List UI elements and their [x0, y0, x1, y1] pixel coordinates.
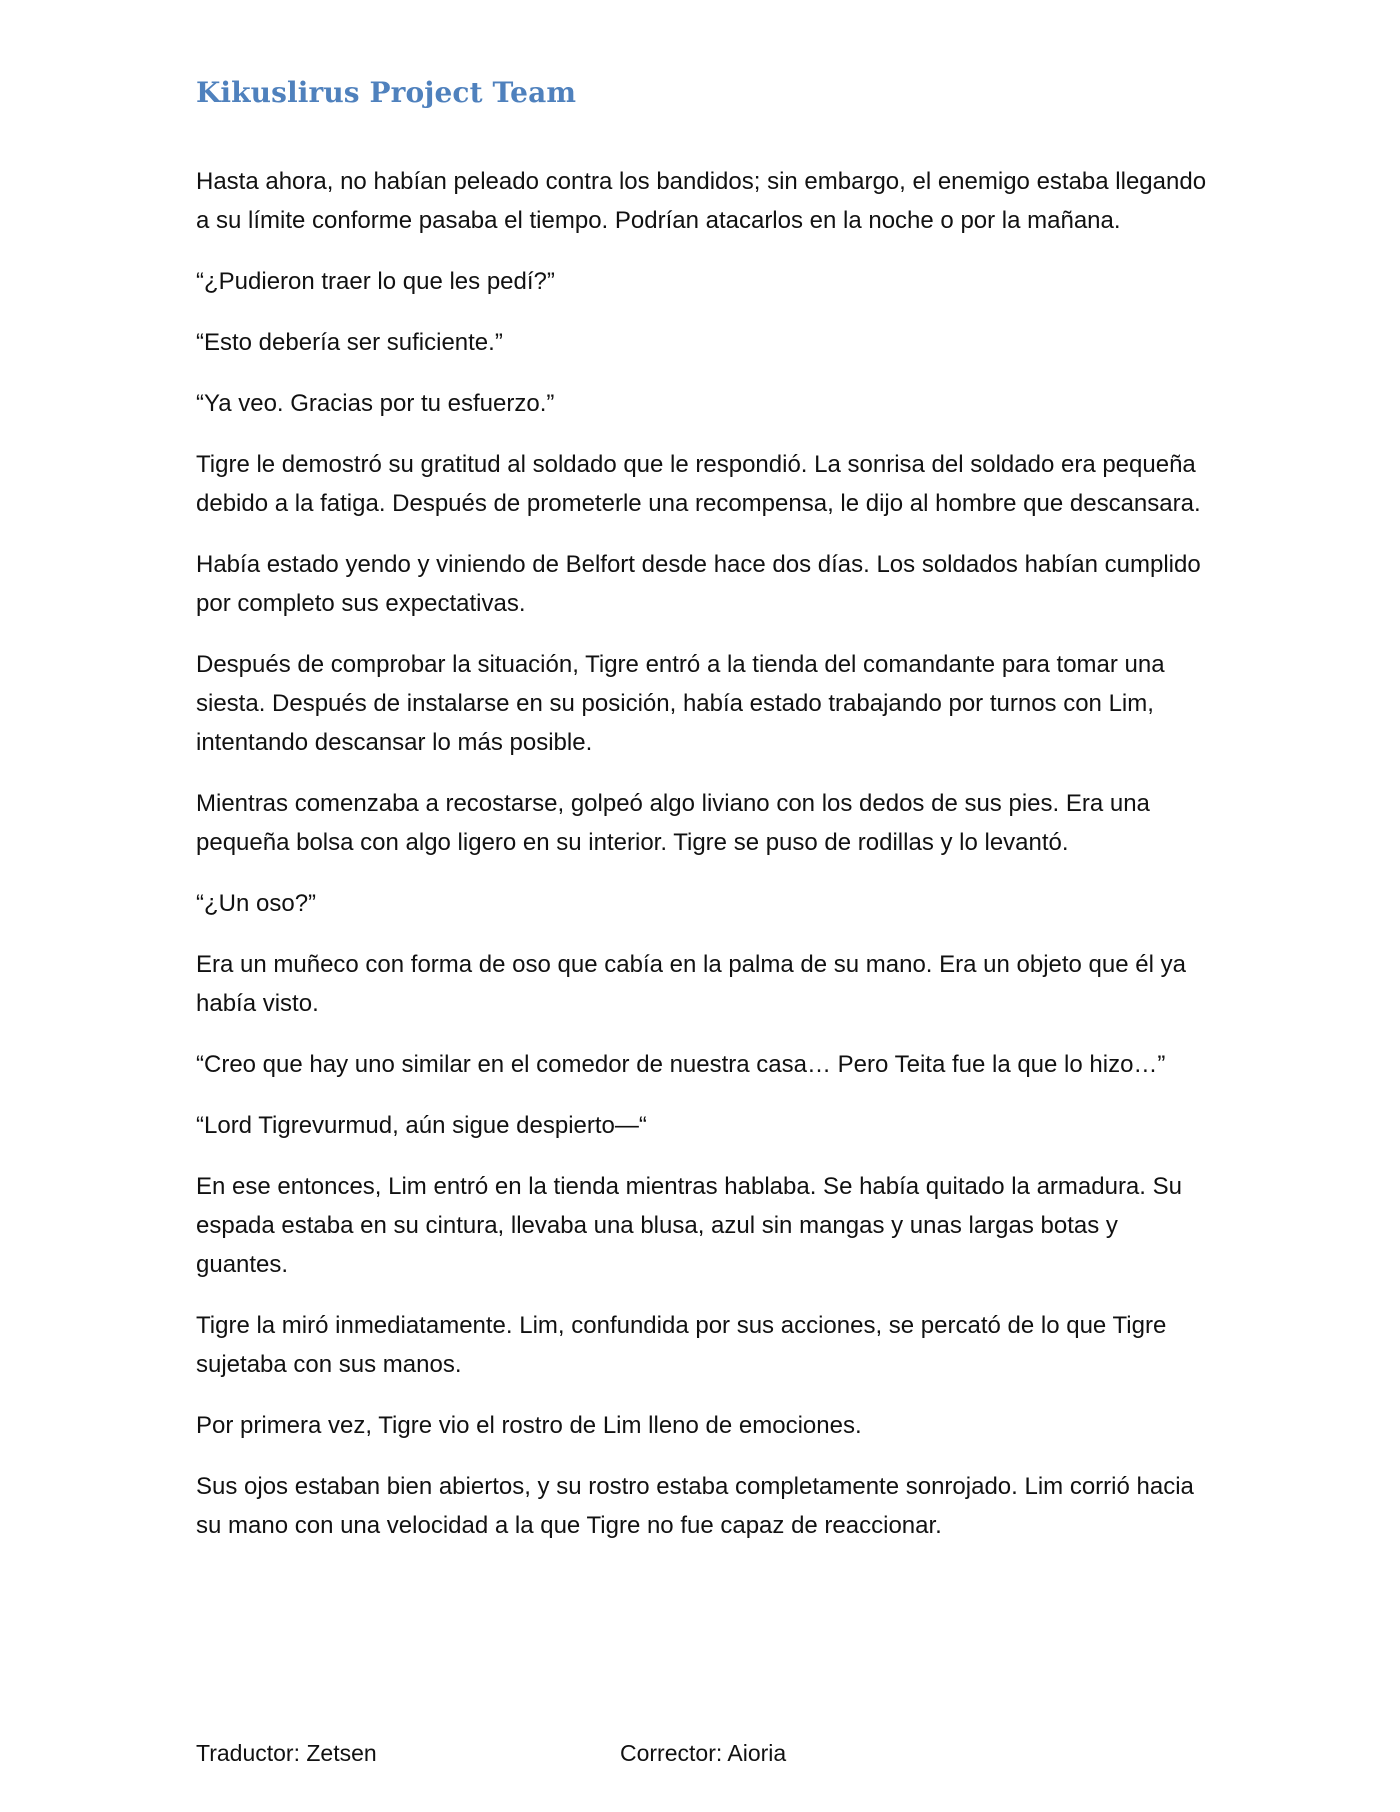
paragraph: “Creo que hay uno similar en el comedor de nuestra casa… Pero Teita fue la que lo hizo…”: [196, 1051, 1166, 1078]
footer: [196, 1740, 1196, 1780]
paragraph: “¿Pudieron traer lo que les pedí?”: [196, 268, 555, 295]
paragraph: Hasta ahora, no habían peleado contra los bandidos; sin embargo, el enemigo estaba llegando a su límite conforme pasaba el tiempo. Podrían atacarlos en la noche o por la mañana.: [196, 168, 1207, 234]
paragraph: Tigre le demostró su gratitud al soldado que le respondió. La sonrisa del soldado era pequeña debido a la fatiga. Después de prometerle una recompensa, le dijo al hombre que descansara.: [196, 451, 1201, 517]
paragraph: Mientras comenzaba a recostarse, golpeó algo liviano con los dedos de sus pies. Era una pequeña bolsa con algo ligero en su interior. Tigre se puso de rodillas y lo levantó.: [196, 790, 1150, 856]
paragraph: Por primera vez, Tigre vio el rostro de Lim lleno de emociones.: [196, 1412, 862, 1439]
paragraph: “¿Un oso?”: [196, 890, 317, 917]
paragraph: Tigre la miró inmediatamente. Lim, confundida por sus acciones, se percató de lo que Tigre sujetaba con sus manos.: [196, 1312, 1167, 1378]
paragraph: “Ya veo. Gracias por tu esfuerzo.”: [196, 390, 555, 417]
paragraph: Había estado yendo y viniendo de Belfort desde hace dos días. Los soldados habían cumplido por completo sus expectativas.: [196, 551, 1201, 617]
corrector-credit: Corrector: Aioria: [620, 1740, 787, 1766]
paragraph: “Lord Tigrevurmud, aún sigue despierto—“: [196, 1112, 647, 1139]
body-text: [196, 162, 1212, 1567]
translator-credit: Traductor: Zetsen: [196, 1740, 377, 1766]
paragraph: En ese entonces, Lim entró en la tienda mientras hablaba. Se había quitado la armadura. Su espada estaba en su cintura, llevaba una blusa, azul sin mangas y unas largas botas y guantes.: [196, 1173, 1182, 1278]
paragraph: “Esto debería ser suficiente.”: [196, 329, 503, 356]
paragraph: Después de comprobar la situación, Tigre entró a la tienda del comandante para tomar una siesta. Después de instalarse en su posición, había estado trabajando por turnos con Lim, intentando descansar lo más posible.: [196, 651, 1165, 756]
paragraph: Sus ojos estaban bien abiertos, y su rostro estaba completamente sonrojado. Lim corrió hacia su mano con una velocidad a la que Tigre no fue capaz de reaccionar.: [196, 1473, 1194, 1539]
header-title: Kikuslirus Project Team: [196, 76, 577, 109]
paragraph: Era un muñeco con forma de oso que cabía en la palma de su mano. Era un objeto que él ya había visto.: [196, 951, 1186, 1017]
